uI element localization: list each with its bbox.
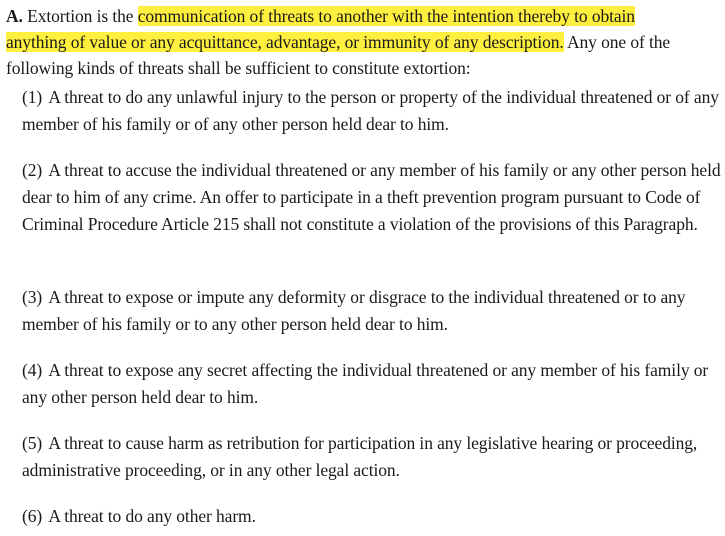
- list-item: [22, 157, 722, 238]
- item-number: (6): [22, 506, 43, 526]
- section-a-intro: [6, 3, 722, 81]
- item-text: A threat to expose any secret affecting the individual threatened or any member of his family or any other person held dear to him.: [22, 360, 709, 407]
- item-number: (3): [22, 287, 43, 307]
- intro-lead-text: Extortion is the: [27, 6, 134, 26]
- item-number: (4): [22, 360, 43, 380]
- list-item: [22, 284, 722, 338]
- item-number: (2): [22, 160, 43, 180]
- item-text: A threat to accuse the individual threatened or any member of his family or any other person held dear to him of any crime. An offer to participate in a theft prevention program pursuant to Code of Criminal Procedure Article 215 shall not constitute a violation of the provisions of this Paragraph.: [22, 160, 721, 234]
- item-number: (1): [22, 87, 43, 107]
- highlighted-text-line1: communication of threats to another with the intention thereby to obtain: [137, 6, 635, 26]
- item-text: A threat to do any unlawful injury to the person or property of the individual threatened or of any member of his family or of any other person held dear to him.: [22, 87, 719, 134]
- intro-tail-text: Any one of the following kinds of threats shall be sufficient to constitute extortion:: [6, 32, 671, 78]
- list-item: [22, 503, 722, 530]
- item-text: A threat to expose or impute any deformity or disgrace to the individual threatened or to any member of his family or to any other person held dear to him.: [22, 287, 686, 334]
- section-label: A.: [6, 6, 23, 26]
- list-item: [22, 357, 722, 411]
- list-item: [22, 84, 722, 138]
- highlighted-text-line2: anything of value or any acquittance, advantage, or immunity of any description.: [6, 32, 564, 52]
- list-item: [22, 430, 722, 484]
- item-text: A threat to do any other harm.: [48, 506, 256, 526]
- item-text: A threat to cause harm as retribution for participation in any legislative hearing or proceeding, administrative proceeding, or in any other legal action.: [22, 433, 698, 480]
- item-number: (5): [22, 433, 43, 453]
